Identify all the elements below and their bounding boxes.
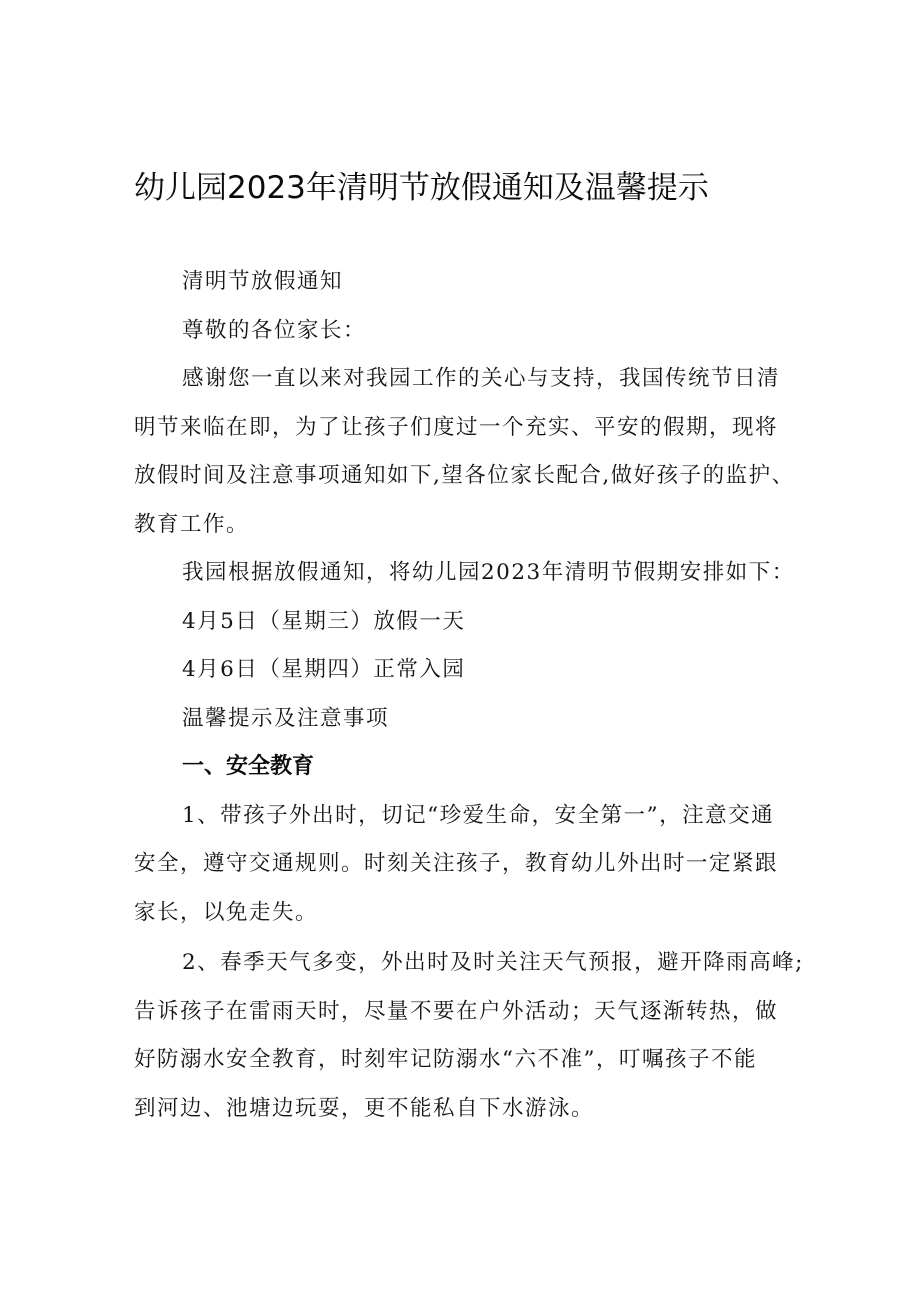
document-title: 幼儿园2023年清明节放假通知及温馨提示 bbox=[134, 170, 709, 206]
intro-line: 明节来临在即，为了让孩子们度过一个充实、平安的假期，现将 bbox=[134, 414, 779, 440]
intro-paragraph bbox=[134, 355, 794, 549]
tip-line: 2、春季天气多变，外出时及时关注天气预报，避开降雨高峰; bbox=[182, 950, 804, 975]
section-heading-safety: 一、安全教育 bbox=[182, 754, 315, 779]
tip-line: 安全，遵守交通规则。时刻关注孩子，教育幼儿外出时一定紧跟 bbox=[134, 851, 779, 876]
schedule-item: 4月6日（星期四）正常入园 bbox=[182, 657, 466, 682]
intro-line: 教育工作。 bbox=[134, 511, 250, 537]
salutation: 尊敬的各位家长： bbox=[182, 317, 367, 343]
schedule-intro: 我园根据放假通知，将幼儿园2023年清明节假期安排如下： bbox=[182, 560, 795, 585]
tip-line: 1、带孩子外出时，切记“珍爱生命，安全第一”，注意交通 bbox=[182, 802, 775, 828]
tip-item-2 bbox=[134, 939, 804, 1133]
intro-line: 放假时间及注意事项通知如下,望各位家长配合,做好孩子的监护、 bbox=[134, 463, 795, 488]
intro-line: 感谢您一直以来对我园工作的关心与支持，我国传统节日清 bbox=[182, 366, 781, 391]
tip-line: 好防溺水安全教育，时刻牢记防溺水“六不准”，叮嘱孩子不能 bbox=[134, 1047, 757, 1072]
tip-line: 告诉孩子在雷雨天时，尽量不要在户外活动；天气逐渐转热，做 bbox=[134, 998, 779, 1024]
schedule-item: 4月5日（星期三）放假一天 bbox=[182, 608, 466, 634]
tips-heading: 温馨提示及注意事项 bbox=[182, 705, 390, 731]
tip-line: 家长，以免走失。 bbox=[134, 899, 319, 925]
tip-item-1 bbox=[134, 792, 794, 938]
document-body bbox=[134, 258, 804, 1133]
tip-line: 到河边、池塘边玩耍，更不能私自下水游泳。 bbox=[134, 1095, 595, 1121]
notice-heading: 清明节放假通知 bbox=[182, 269, 344, 294]
